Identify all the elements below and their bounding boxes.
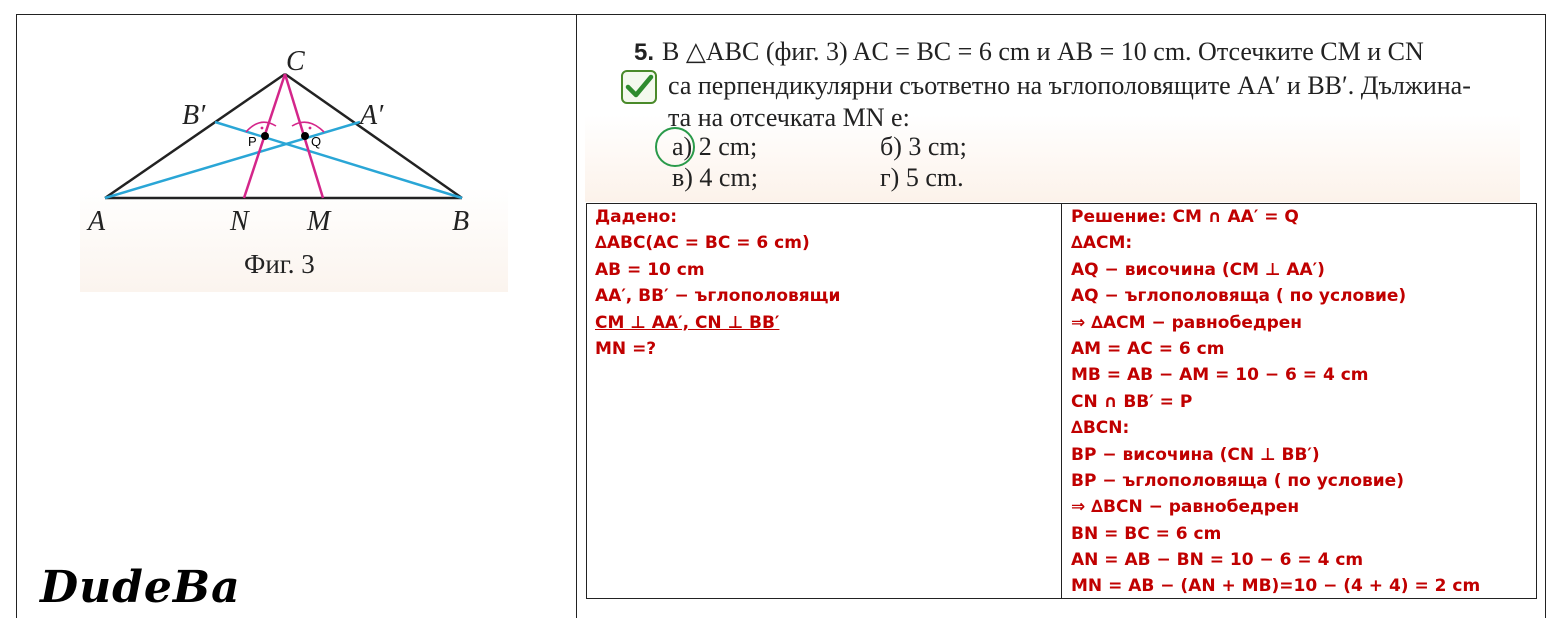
- problem-line-1: В △ABC (фиг. 3) AC = BC = 6 cm и AB = 10 cm. Отсечките CM и CN: [662, 37, 1424, 66]
- figure-caption: Фиг. 3: [244, 249, 315, 279]
- label-q: Q: [311, 134, 322, 149]
- problem-line-2: са перпендикулярни съответно на ъглополовящите AA′ и BB′. Дължина-: [668, 71, 1471, 100]
- point-q: [301, 132, 309, 140]
- solution-line: MB = AB − AM = 10 − 6 = 4 cm: [1071, 365, 1369, 386]
- label-m: M: [307, 206, 331, 237]
- bisector-aa1: [105, 122, 360, 198]
- label-c: C: [286, 46, 305, 77]
- triangle-figure: [80, 36, 510, 246]
- watermark-logo: DudeBa: [40, 562, 241, 613]
- solution-line: BP − височина (CN ⊥ BB′): [1071, 444, 1320, 465]
- label-a1: A′: [360, 100, 384, 131]
- given-title: Дадено:: [595, 207, 678, 227]
- solution-line: MN = AB − (AN + MB)=10 − (4 + 4) = 2 cm: [1071, 576, 1481, 597]
- option-c: в) 4 cm;: [672, 163, 758, 192]
- solution-line: AN = AB − BN = 10 − 6 = 4 cm: [1071, 550, 1364, 571]
- solution-line: AQ − височина (CM ⊥ AA′): [1071, 259, 1325, 280]
- given-column: [595, 204, 840, 362]
- solution-line: BP − ъглополовяща ( по условие): [1071, 470, 1404, 491]
- option-a: а) 2 cm;: [672, 132, 758, 161]
- panel-divider: [576, 14, 577, 618]
- given-line: AA′, BB′ − ъглополовящи: [595, 286, 841, 307]
- solution-line: ∆BCN:: [1071, 418, 1130, 439]
- label-p: P: [248, 134, 257, 149]
- point-p: [261, 132, 269, 140]
- solution-line: CN ∩ BB′ = P: [1071, 391, 1193, 412]
- problem-number: 5.: [634, 39, 655, 66]
- checkmark-icon: [621, 70, 657, 104]
- given-line: MN =?: [595, 338, 657, 359]
- label-n: N: [230, 206, 249, 237]
- solution-line: AQ − ъглополовяща ( по условие): [1071, 286, 1407, 307]
- label-b1: B′: [182, 100, 206, 131]
- option-b: б) 3 cm;: [880, 132, 967, 161]
- given-line: ∆ABC(AC = BC = 6 cm): [595, 233, 810, 254]
- right-angle-mark-q: [292, 122, 324, 132]
- solution-title: [1071, 204, 1480, 230]
- solution-line: BN = BC = 6 cm: [1071, 523, 1222, 544]
- solution-title-expr: CM ∩ AA′ = Q: [1172, 207, 1299, 227]
- given-line: CM ⊥ AA′, CN ⊥ BB′: [595, 312, 780, 333]
- solution-line: ⇒ ∆BCN − равнобедрен: [1071, 497, 1300, 518]
- label-a: A: [88, 206, 106, 237]
- solution-line: ∆ACM:: [1071, 233, 1133, 254]
- option-d: г) 5 cm.: [880, 163, 964, 192]
- label-b: B: [452, 206, 470, 237]
- solution-title-label: Решение:: [1071, 207, 1167, 227]
- solution-line: AM = AC = 6 cm: [1071, 338, 1225, 359]
- solution-column: [1071, 204, 1480, 600]
- given-line: AB = 10 cm: [595, 259, 705, 280]
- solution-line: ⇒ ∆ACM − равнобедрен: [1071, 312, 1303, 333]
- solution-table-divider: [1061, 203, 1062, 599]
- problem-line-3: та на отсечката MN е:: [668, 103, 910, 132]
